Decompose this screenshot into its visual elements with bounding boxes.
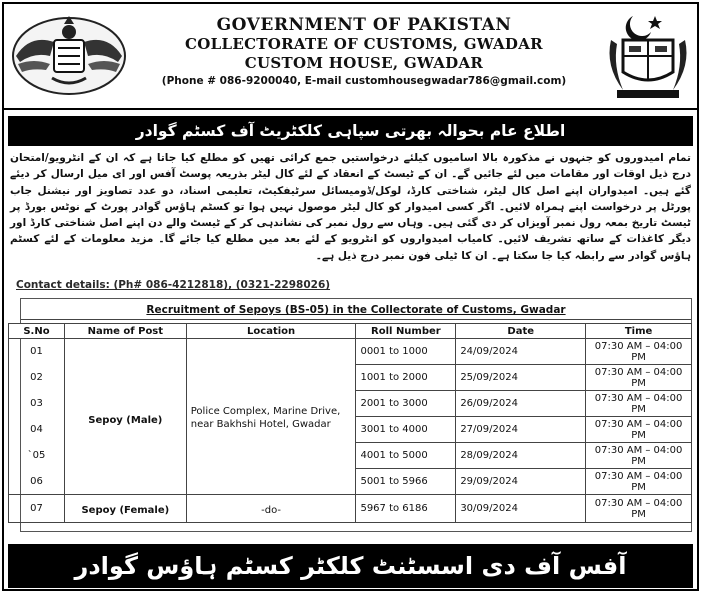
cell-post-female bbox=[64, 495, 186, 523]
location-ditto-label: -do- bbox=[261, 504, 282, 516]
notice-page bbox=[2, 2, 699, 591]
cell-time: 07:30 AM – 04:00 PM bbox=[586, 417, 692, 443]
cell-sno: 07 bbox=[9, 495, 65, 523]
header-location: Location bbox=[186, 324, 356, 339]
table-header-row bbox=[9, 324, 692, 339]
cell-roll: 4001 to 5000 bbox=[356, 443, 456, 469]
cell-time: 07:30 AM – 04:00 PM bbox=[586, 469, 692, 495]
cell-post-male bbox=[64, 339, 186, 495]
header-time: Time bbox=[586, 324, 692, 339]
public-notice-banner: اطلاع عام بحوالہ بھرتی سپاہی کلکٹریٹ آف کسٹم گوادر bbox=[8, 116, 693, 146]
cell-time: 07:30 AM – 04:00 PM bbox=[586, 339, 692, 365]
cell-date: 27/09/2024 bbox=[456, 417, 586, 443]
cell-roll: 5967 to 6186 bbox=[356, 495, 456, 523]
post-male-label: Sepoy (Male) bbox=[88, 415, 163, 426]
notice-body-text: تمام امیدوروں کو جنہوں نے مذکورہ بالا اسامیوں کیلئے درخواستیں جمع کرائی تھیں کو مطلع کیا جاتا ہے کہ ان کے انٹرویو/امتحان درج ذیل اوقات اور مقامات میں لئے جائیں گے۔ ان کے ٹیسٹ کے انعقاد کے لئے کال لیٹر بذریعہ پوسٹ آفس اور ای میل ارسال کر دیئے گئے ہیں۔ امیدواران اپنے اصل کال لیٹر، شناختی کارڈ، لوکل/ڈومیسائل سرٹیفکیٹ، تعلیمی اسناد، دو عدد تصاویز اور نیشنل جاب پورٹل پر درخواست اپنے ہمراہ لائیں۔ اگر کسی امیدوار کو کال لیٹر موصول نہیں ہوا تو کسٹم ہاؤس گوادر پورٹ کے نوٹس بورڈ پر ٹیسٹ تاریخ بمعہ رول نمبر آویزاں کر دی گئی ہیں۔ وہاں سے رول نمبر کی نشاندہی کر کے ٹیسٹ والے دن اپنے اصل شناختی کارڈ اور دیگر کاغذات کے ساتھ تشریف لائیں۔ کامیاب امیدواروں کو انٹرویو کے لئے بعد میں مطلع کیا جائے گا۔ مزید معلومات کے لئے کسٹم ہاؤس گوادر سے رابطہ کیا جا سکتا ہے۔ ان کا ٹیلی فون نمبر درج ذیل ہے۔ bbox=[10, 152, 691, 262]
issuing-office-banner: آفس آف دی اسسٹنٹ کلکٹر کسٹم ہاؤس گوادر bbox=[8, 544, 693, 588]
cell-date: 24/09/2024 bbox=[456, 339, 586, 365]
cell-location-ditto bbox=[186, 495, 356, 523]
cell-sno: 01 bbox=[9, 339, 65, 365]
cell-date: 28/09/2024 bbox=[456, 443, 586, 469]
recruitment-schedule-table bbox=[8, 323, 692, 523]
phone-email-line: (Phone # 086-9200040, E-mail customhousegwadar786@gmail.com) bbox=[161, 75, 567, 87]
cell-roll: 2001 to 3000 bbox=[356, 391, 456, 417]
cell-date: 29/09/2024 bbox=[456, 469, 586, 495]
government-title: GOVERNMENT OF PAKISTAN bbox=[216, 15, 512, 35]
cell-location bbox=[186, 339, 356, 495]
cell-date: 26/09/2024 bbox=[456, 391, 586, 417]
header-date: Date bbox=[456, 324, 586, 339]
customs-emblem-icon bbox=[10, 12, 128, 98]
cell-sno: 04 bbox=[9, 417, 65, 443]
header-roll-number: Roll Number bbox=[356, 324, 456, 339]
cell-time: 07:30 AM – 04:00 PM bbox=[586, 495, 692, 523]
letterhead bbox=[4, 4, 697, 108]
cell-sno: `05 bbox=[9, 443, 65, 469]
table-row bbox=[9, 339, 692, 365]
table-row bbox=[9, 495, 692, 523]
cell-sno: 02 bbox=[9, 365, 65, 391]
custom-house-title: CUSTOM HOUSE, GWADAR bbox=[244, 54, 484, 72]
cell-time: 07:30 AM – 04:00 PM bbox=[586, 443, 692, 469]
pakistan-state-emblem-icon bbox=[603, 10, 693, 102]
header-divider bbox=[4, 108, 697, 110]
cell-roll: 5001 to 5966 bbox=[356, 469, 456, 495]
cell-time: 07:30 AM – 04:00 PM bbox=[586, 391, 692, 417]
cell-date: 25/09/2024 bbox=[456, 365, 586, 391]
header-sno: S.No bbox=[9, 324, 65, 339]
cell-roll: 3001 to 4000 bbox=[356, 417, 456, 443]
cell-roll: 0001 to 1000 bbox=[356, 339, 456, 365]
post-female-label: Sepoy (Female) bbox=[81, 504, 170, 516]
collectorate-title: COLLECTORATE OF CUSTOMS, GWADAR bbox=[185, 35, 543, 53]
title-divider bbox=[21, 319, 691, 320]
cell-roll: 1001 to 2000 bbox=[356, 365, 456, 391]
cell-sno: 03 bbox=[9, 391, 65, 417]
header-post: Name of Post bbox=[64, 324, 186, 339]
letterhead-text bbox=[134, 16, 594, 89]
recruitment-table-title: Recruitment of Sepoys (BS-05) in the Collectorate of Customs, Gwadar bbox=[146, 304, 566, 316]
cell-sno: 06 bbox=[9, 469, 65, 495]
location-label: Police Complex, Marine Drive, near Bakhshi Hotel, Gwadar bbox=[190, 405, 341, 430]
cell-time: 07:30 AM – 04:00 PM bbox=[586, 365, 692, 391]
cell-date: 30/09/2024 bbox=[456, 495, 586, 523]
contact-details: Contact details: (Ph# 086-4212818), (0321-2298026) bbox=[16, 279, 331, 291]
